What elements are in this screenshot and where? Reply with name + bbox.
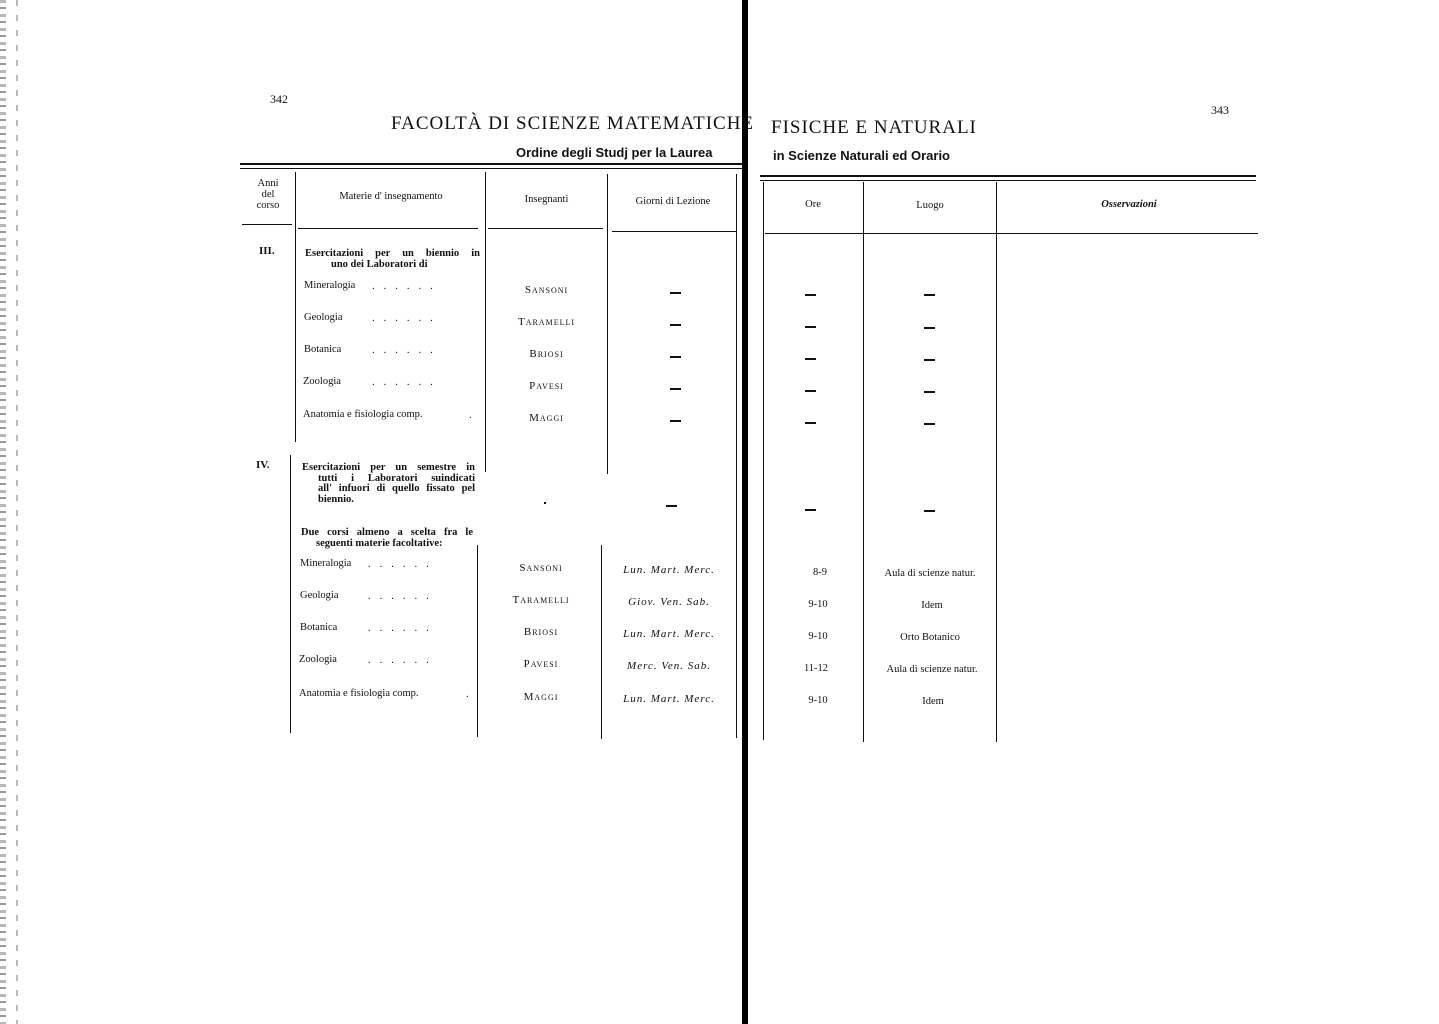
year4-place-3: Orto Botanico	[900, 632, 960, 643]
year4-hours-4: 11-12	[803, 663, 829, 674]
year3-subject-3: Botanica	[304, 344, 342, 355]
col-rule-1	[295, 172, 296, 442]
year4-intro	[302, 463, 475, 505]
header-rule-right	[765, 233, 1258, 234]
header-osservazioni: Osservazioni	[1101, 199, 1157, 210]
year3-leader-3: ......	[372, 345, 442, 356]
year4-place-5: Idem	[922, 696, 944, 707]
year4-intro-days-dash	[666, 505, 677, 507]
year4-intro2-line1: Due corsi almeno a scelta fra le	[301, 527, 473, 538]
year4-hours-5: 9-10	[808, 695, 828, 706]
year3-days-4-dash	[670, 388, 681, 390]
year4-teacher-4: Pavesi	[523, 658, 559, 670]
top-rule-left-2	[240, 168, 742, 169]
page-title-right: FISICHE E NATURALI	[771, 117, 977, 138]
year4-intro-line2: tutti i Laboratori suindicati	[318, 472, 475, 484]
header-rule-left	[242, 224, 292, 225]
header-anni-line3: corso	[256, 200, 280, 211]
year3-leader-5: .	[469, 410, 472, 421]
col-rule-2	[485, 172, 486, 472]
year4-leader-2: ......	[368, 591, 438, 602]
year3-hours-3-dash	[805, 358, 816, 360]
year4-hours-3: 9-10	[808, 631, 828, 642]
year3-leader-4: ......	[372, 377, 442, 388]
col-rule-1b	[290, 455, 291, 733]
col-rule-4	[736, 174, 737, 738]
page-number-left: 342	[270, 92, 288, 106]
page-number-right: 343	[1211, 103, 1229, 117]
year4-place-2: Idem	[921, 600, 943, 611]
top-rule-left	[240, 163, 742, 165]
year4-leader-3: ......	[368, 623, 438, 634]
year4-intro-place-dash	[924, 510, 935, 512]
col-rule-5	[763, 182, 764, 740]
year3-intro-line2: uno dei Laboratori di	[331, 258, 428, 270]
year3-teacher-2: Taramelli	[517, 316, 576, 328]
year4-teacher-1: Sansoni	[519, 562, 563, 574]
year3-days-1-dash	[670, 292, 681, 294]
year3-subject-1: Mineralogia	[304, 280, 356, 291]
year4-hours-2: 9-10	[808, 599, 828, 610]
year4-hours-1: 8-9	[813, 567, 827, 578]
year4-place-4: Aula di scienze natur.	[886, 664, 978, 675]
page-title-left: FACOLTÀ DI SCIENZE MATEMATICHE	[391, 113, 755, 134]
year4-intro-teacher-dot	[544, 502, 546, 504]
year4-teacher-5: Maggi	[523, 691, 559, 703]
year3-intro-line1: Esercitazioni per un biennio in	[305, 248, 480, 259]
year3-place-2-dash	[924, 327, 935, 329]
header-anni-line1: Anni	[257, 178, 279, 189]
year4-intro2-line2: seguenti materie facoltative:	[316, 537, 443, 549]
year3-hours-5-dash	[805, 422, 816, 424]
year4-teacher-3: Briosi	[523, 626, 559, 638]
year3-hours-4-dash	[805, 390, 816, 392]
year3-place-4-dash	[924, 391, 935, 393]
header-rule-left-c	[488, 228, 603, 229]
year3-days-3-dash	[670, 356, 681, 358]
col-rule-6	[863, 182, 864, 742]
year-label-iv: IV.	[256, 459, 270, 471]
top-rule-right-2	[760, 180, 1256, 181]
header-rule-left-d	[612, 231, 736, 232]
year3-days-5-dash	[670, 420, 681, 422]
top-rule-right	[760, 175, 1256, 177]
year3-place-1-dash	[924, 294, 935, 296]
year4-days-1: Lun. Mart. Merc.	[623, 564, 715, 576]
year4-intro-line4: biennio.	[318, 493, 354, 505]
header-anni	[246, 178, 290, 211]
page-gutter	[742, 0, 748, 1024]
year3-teacher-3: Briosi	[529, 348, 564, 360]
header-luogo: Luogo	[916, 200, 944, 211]
year3-leader-2: ......	[372, 313, 442, 324]
subtitle-right: in Scienze Naturali ed Orario	[773, 148, 950, 163]
year4-intro-line3: all' infuori di quello fissato pel	[318, 483, 475, 494]
subtitle-left: Ordine degli Studj per la Laurea	[516, 145, 713, 160]
year4-subject-4: Zoologia	[299, 654, 337, 665]
year4-days-4: Merc. Ven. Sab.	[627, 660, 711, 672]
header-ore: Ore	[805, 199, 821, 210]
header-rule-left-b	[298, 228, 478, 229]
year4-intro-line1: Esercitazioni per un semestre in	[302, 462, 475, 473]
header-materie: Materie d' insegnamento	[339, 191, 443, 202]
year3-teacher-4: Pavesi	[529, 380, 564, 392]
col-rule-3b	[601, 545, 602, 739]
header-insegnanti: Insegnanti	[524, 194, 569, 205]
year4-leader-5: .	[466, 689, 469, 700]
year4-days-2: Giov. Ven. Sab.	[628, 596, 710, 608]
year3-hours-1-dash	[805, 294, 816, 296]
col-rule-2b	[477, 545, 478, 737]
year4-subject-1: Mineralogia	[300, 558, 352, 569]
year4-intro-hours-dash	[805, 509, 816, 511]
col-rule-7	[996, 182, 997, 742]
year4-subject-2: Geologia	[300, 590, 339, 601]
year3-subject-4: Zoologia	[303, 376, 341, 387]
year3-teacher-1: Sansoni	[524, 284, 569, 296]
year3-subject-2: Geologia	[304, 312, 343, 323]
year3-days-2-dash	[670, 324, 681, 326]
year4-place-1: Aula di scienze natur.	[884, 568, 976, 579]
year4-subject-3: Botanica	[300, 622, 338, 633]
year3-intro	[305, 249, 480, 270]
year4-leader-1: ......	[368, 559, 438, 570]
year3-place-5-dash	[924, 423, 935, 425]
year3-hours-2-dash	[805, 326, 816, 328]
binding-edge-2	[16, 0, 18, 1024]
year4-leader-4: ......	[368, 655, 438, 666]
year-label-iii: III.	[259, 245, 275, 257]
header-anni-line2: del	[261, 189, 275, 200]
year3-leader-1: ......	[372, 281, 442, 292]
year3-teacher-5: Maggi	[529, 412, 564, 424]
year3-place-3-dash	[924, 359, 935, 361]
year4-days-5: Lun. Mart. Merc.	[623, 693, 715, 705]
year4-days-3: Lun. Mart. Merc.	[623, 628, 715, 640]
year4-teacher-2: Taramelli	[512, 594, 570, 606]
year3-subject-5: Anatomia e fisiologia comp.	[303, 409, 423, 420]
year4-subject-5: Anatomia e fisiologia comp.	[299, 688, 419, 699]
col-rule-3	[607, 174, 608, 474]
year4-intro2	[301, 528, 473, 549]
header-giorni: Giorni di Lezione	[635, 196, 711, 207]
binding-edge	[0, 0, 6, 1024]
